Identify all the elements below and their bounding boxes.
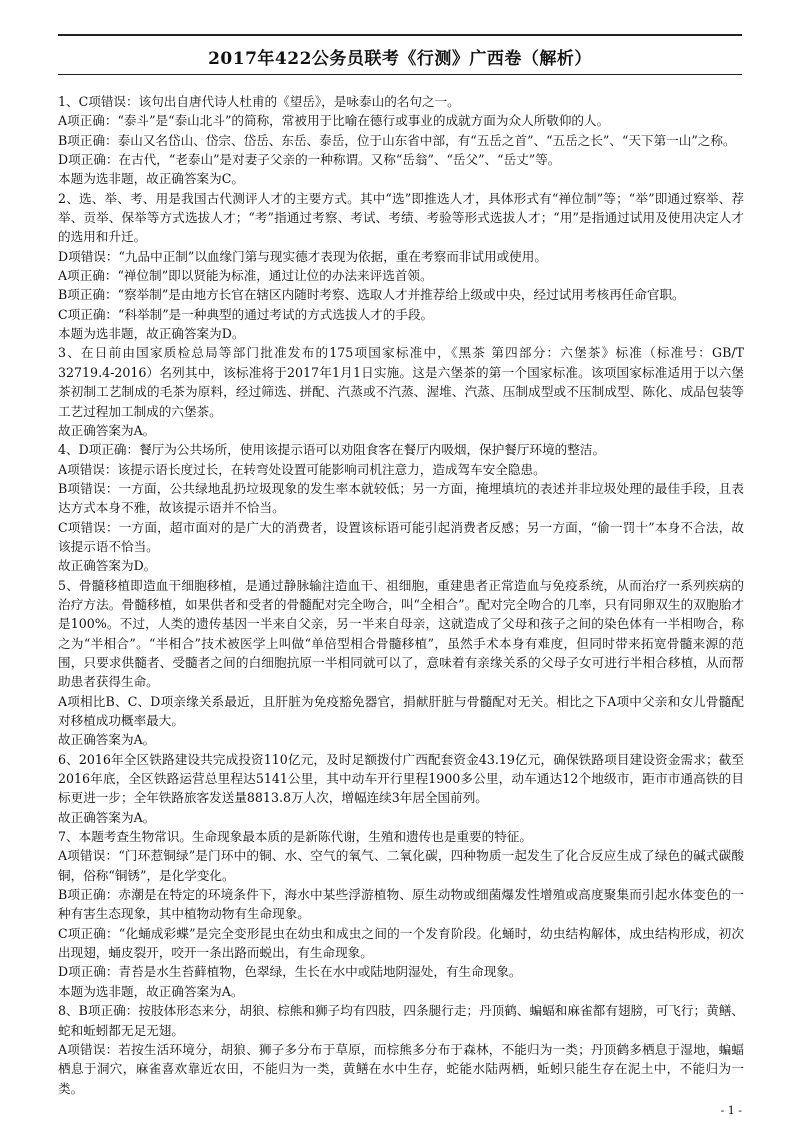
paragraph: A项错误：“门环惹铜绿”是门环中的铜、水、空气的氧气、二氧化碳，四种物质一起发生了化合反应生成了绿色的碱式碳酸铜，俗称“铜锈”，是化学变化。 (58, 848, 744, 883)
paragraph: D项正确：青苔是水生苔藓植物，色翠绿，生长在水中或陆地阴湿处，有生命现象。 (58, 964, 522, 980)
paragraph: 8、B项正确：按肢体形态来分，胡狼、棕熊和狮子均有四肢，四条腿行走；丹顶鹤、蝙蝠和麻雀都有翅膀，可飞行；黄鳝、蛇和蚯蚓都无足无翅。 (58, 1003, 744, 1038)
paragraph: 6、2016年全区铁路建设共完成投资110亿元，及时足额拨付广西配套资金43.19亿元，确保铁路项目建设资金需求；截至2016年底，全区铁路运营总里程达5141公里，其中动车开行里程1900多公里，动车通达12个地级市，距市市通高铁的目标更进一步；全年铁路旅客发送量8813.8万人次，增幅连续3年居全国前列。 (58, 751, 744, 806)
page-number: - 1 - (720, 1104, 742, 1117)
paragraph: 2、选、举、考、用是我国古代测评人才的主要方式。其中“选”即推选人才，具体形式有“禅位制”等；“举”即通过察举、荐举、贡举、保举等方式选拔人才；“考”指通过考察、考试、考绩、考验等形式选拔人才；“用”是指通过试用及使用决定人才的选用和升迁。 (58, 190, 744, 245)
paragraph: B项正确：赤潮是在特定的环境条件下，海水中某些浮游植物、原生动物或细菌爆发性增殖或高度聚集而引起水体变色的一种有害生态现象，其中植物动物有生命现象。 (58, 887, 744, 922)
top-rule (58, 34, 742, 36)
paragraph: C项正确：“科举制”是一种典型的通过考试的方式选拔人才的手段。 (58, 306, 434, 322)
paragraph: A项错误：若按生活环境分，胡狼、狮子多分布于草原，而棕熊多分布于森林，不能归为一类；丹顶鹤多栖息于湿地，蝙蝠栖息于洞穴，麻雀喜欢靠近农田，不能归为一类，黄鳝在水中生存，蛇能水陆两栖，蚯蚓只能生存在泥土中，不能归为一类。 (58, 1041, 744, 1096)
paragraph: A项正确：“禅位制”即以贤能为标准，通过让位的办法来评选首领。 (58, 268, 433, 284)
paragraph: B项正确：泰山又名岱山、岱宗、岱岳、东岳、泰岳，位于山东省中部，有“五岳之首”、“五岳之长”、“天下第一山”之称。 (58, 132, 736, 148)
title-underline (58, 74, 742, 75)
paragraph: 故正确答案为D。 (58, 558, 157, 574)
paragraph: 本题为选非题，故正确答案为D。 (58, 326, 245, 342)
document-body (58, 92, 744, 1098)
paragraph: 故正确答案为A。 (58, 732, 156, 748)
paragraph: B项正确：“察举制”是由地方长官在辖区内随时考察、选取人才并推荐给上级或中央，经过试用考核再任命官职。 (58, 287, 685, 303)
paragraph: 4、D项正确：餐厅为公共场所，使用该提示语可以劝阻食客在餐厅内吸烟，保护餐厅环境的整洁。 (58, 442, 606, 458)
paragraph: B项错误：一方面，公共绿地乱扔垃圾现象的发生率本就较低；另一方面，掩埋填坑的表述并非垃圾处理的最佳手段，且表达方式本身不雅，故该提示语并不恰当。 (58, 480, 744, 516)
paragraph: 1、C项错误：该句出自唐代诗人杜甫的《望岳》，是咏泰山的名句之一。 (58, 94, 460, 109)
paragraph: 故正确答案为A。 (58, 809, 156, 825)
paragraph: A项相比B、C、D项亲缘关系最近，且肝脏为免疫豁免器官，捐献肝脏与骨髓配对无关。相比之下A项中父亲和女儿骨髓配对移植成功概率最大。 (58, 693, 744, 728)
paragraph: 5、骨髓移植即造血干细胞移植，是通过静脉输注造血干、祖细胞，重建患者正常造血与免疫系统，从而治疗一系列疾病的治疗方法。骨髓移植，如果供者和受者的骨髓配对完全吻合，叫“全相合”。配对完全吻合的几率，只有同卵双生的双胞胎才是100%。不过，人类的遗传基因一半来自父亲，另一半来自母亲，这就造成了父母和孩子之间的染色体有一半相吻合，称之为“半相合”。“半相合”技术被医学上叫做“单倍型相合骨髓移植”，虽然手术本身有难度，但同时带来拓宽骨髓来源的范围，只要求供髓者、受髓者之间的白细胞抗原一半相同就可以了，意味着有亲缘关系的父母子女可进行半相合移植，从而帮助患者获得生命。 (58, 577, 744, 690)
paragraph: C项错误：一方面，超市面对的是广大的消费者，设置该标语可能引起消费者反感；另一方面，“偷一罚十”本身不合法，故该提示语不恰当。 (58, 519, 744, 554)
paragraph: A项正确：“泰斗”是“泰山北斗”的简称，常被用于比喻在德行或事业的成就方面为众人所敬仰的人。 (58, 113, 610, 129)
paragraph: 3、在日前由国家质检总局等部门批准发布的175项国家标准中，《黑茶 第四部分：六堡茶》标准（标准号：GB/T 32719.4-2016）名列其中，该标准将于2017年1月1日实施。这是六堡茶的第一个国家标准。该项国家标准适用于以六堡茶初制工艺制成的毛茶为原料，经过筛选、拼配、汽蒸或不汽蒸、渥堆、汽蒸、压制成型或不压制成型、陈化、成品包装等工艺过程加工制成的六堡茶。 (58, 345, 744, 419)
paragraph: A项错误：该提示语长度过长，在转弯处设置可能影响司机注意力，造成驾车安全隐患。 (58, 461, 546, 477)
paragraph: 本题为选非题，故正确答案为C。 (58, 171, 244, 187)
paragraph: C项正确：“化蛹成彩蝶”是完全变形昆虫在幼虫和成虫之间的一个发育阶段。化蛹时，幼虫结构解体，成虫结构形成，初次出现翅，蛹皮裂开，咬开一条出路而蜕出，有生命现象。 (58, 925, 744, 961)
document-title: 2017年422公务员联考《行测》广西卷（解析） (208, 49, 592, 69)
paragraph: D项正确：在古代，“老泰山”是对妻子父亲的一种称谓。又称“岳翁”、“岳父”、“岳丈”等。 (58, 152, 561, 168)
paragraph: 故正确答案为A。 (58, 422, 156, 438)
paragraph: 本题为选非题，故正确答案为A。 (58, 983, 244, 999)
paragraph: 7、本题考查生物常识。生命现象最本质的是新陈代谢，生殖和遗传也是重要的特征。 (58, 829, 532, 845)
paragraph: D项错误：“九品中正制”以血缘门第与现实德才表现为依据，重在考察而非试用或使用。 (58, 248, 547, 264)
